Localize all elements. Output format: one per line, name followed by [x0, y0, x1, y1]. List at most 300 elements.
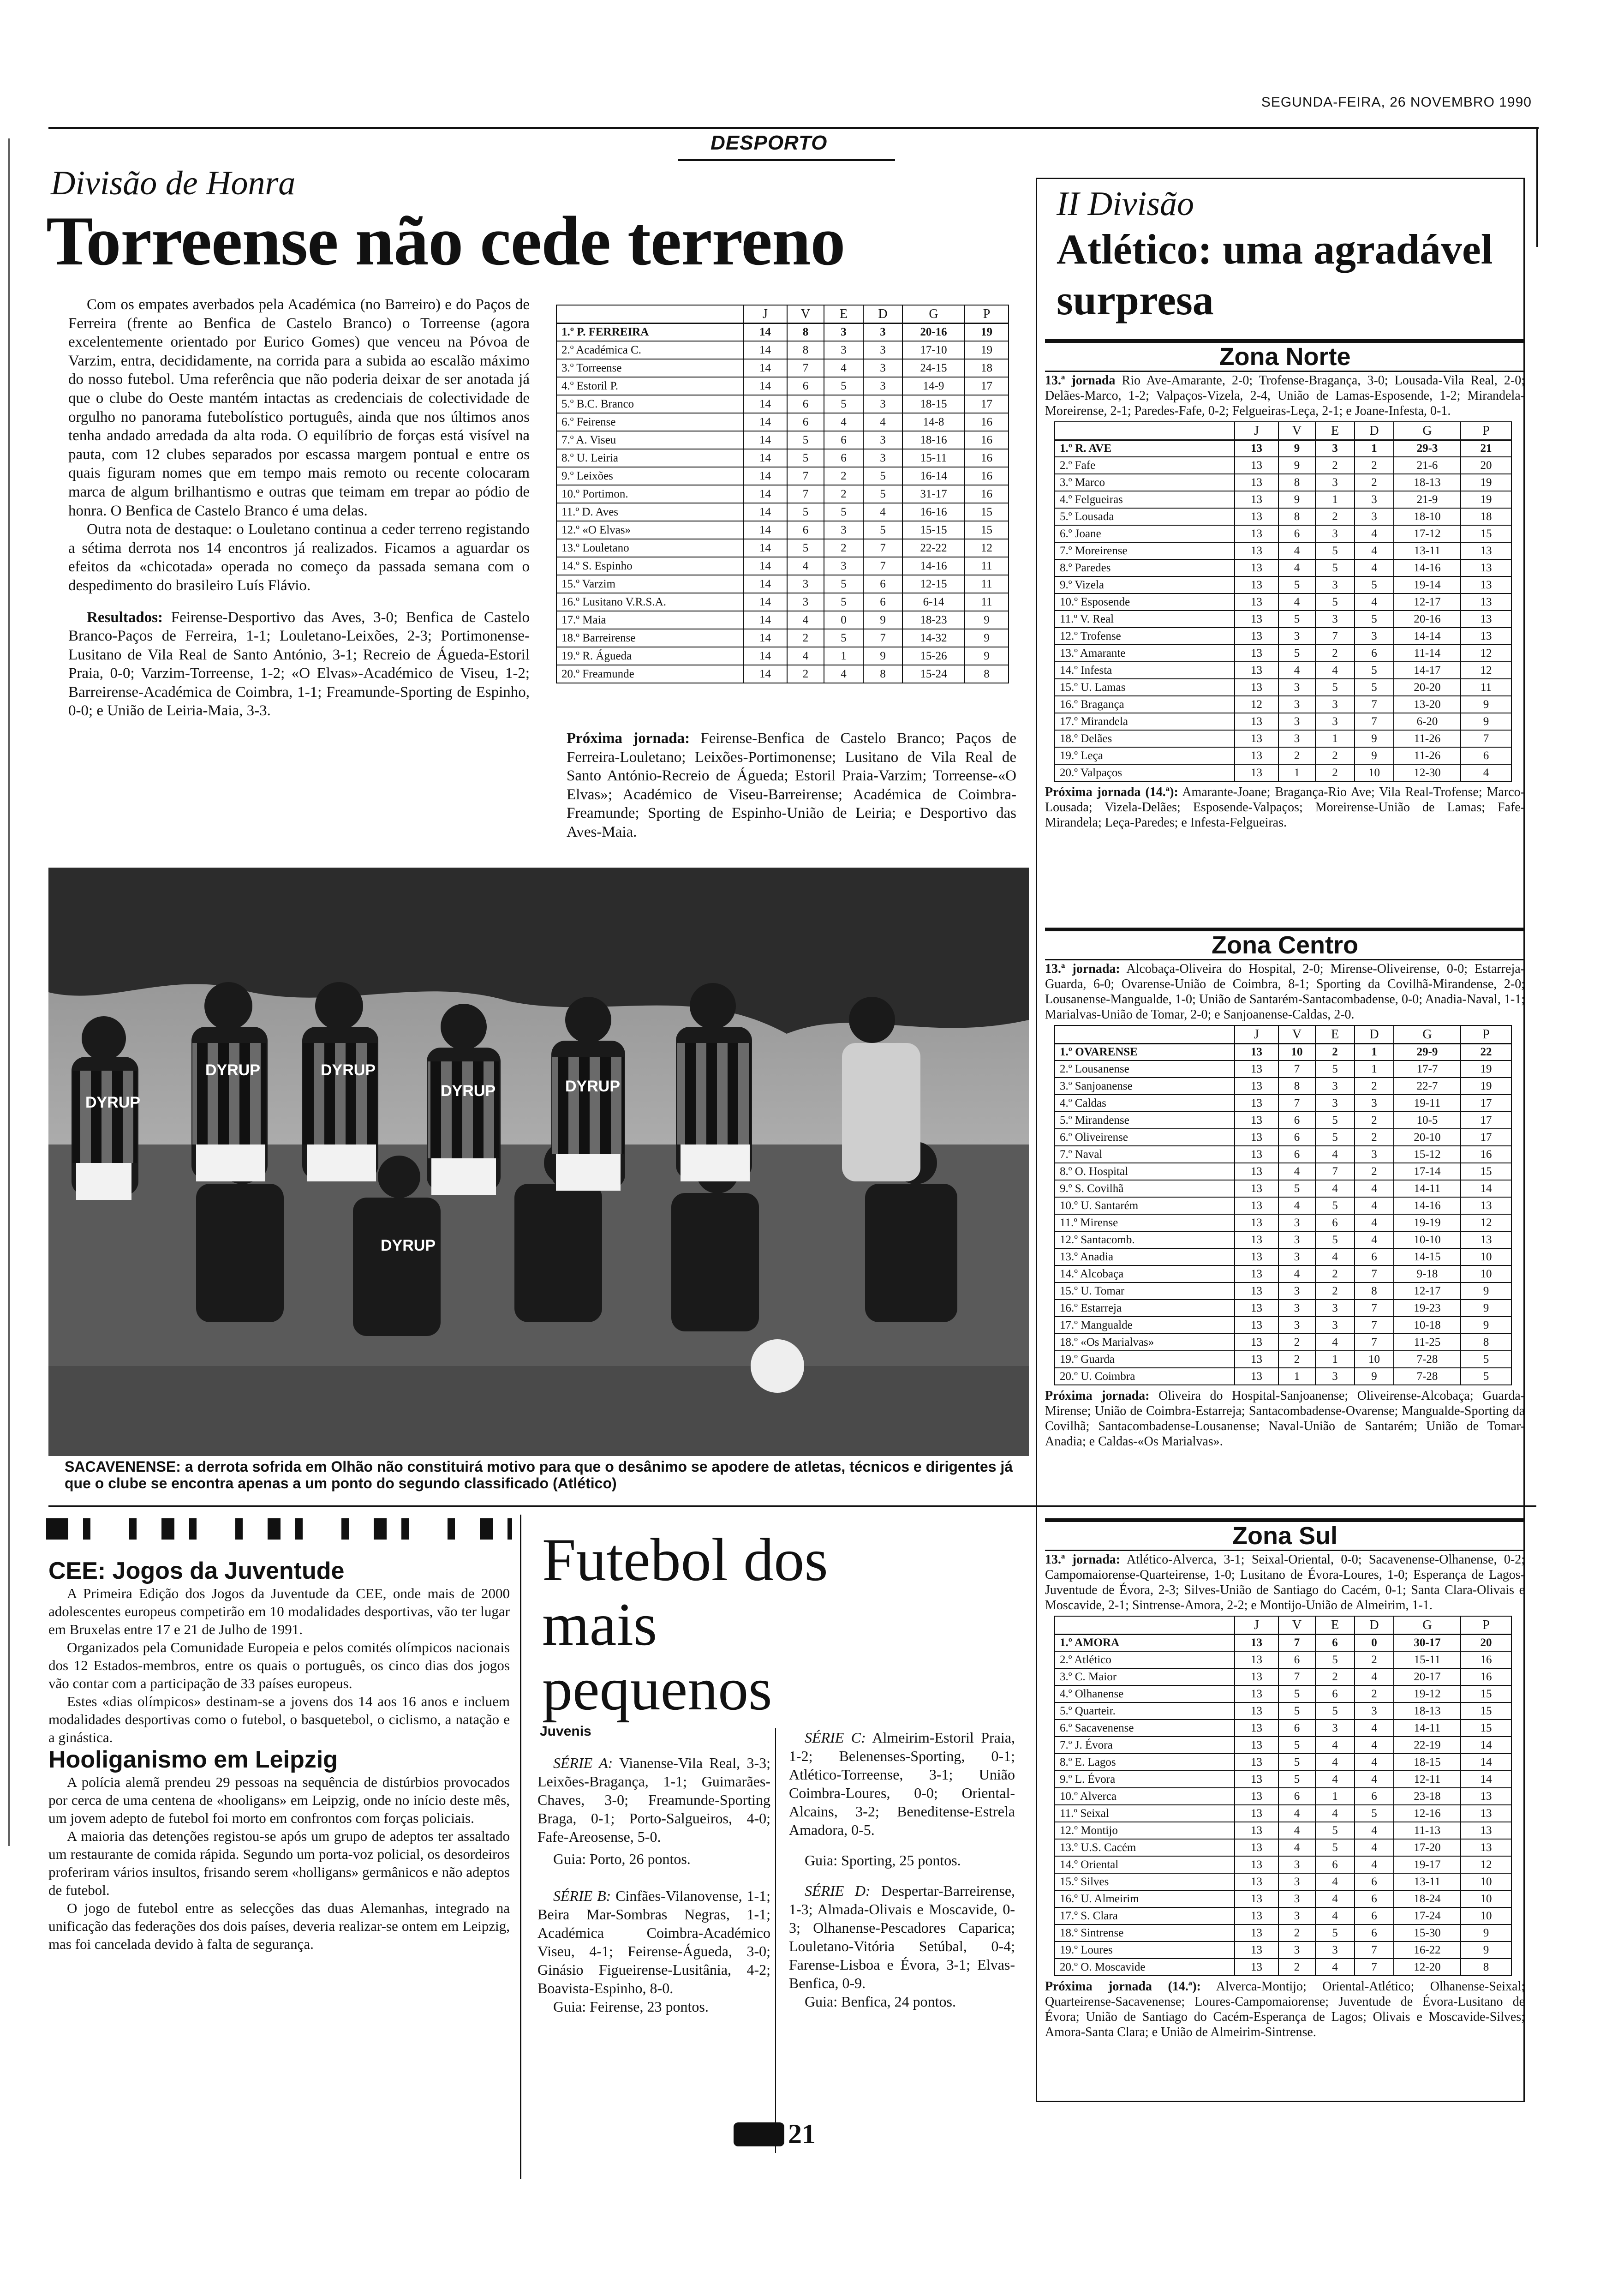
- stat-cell: 13: [1235, 1351, 1278, 1368]
- stat-cell: 13: [1235, 1839, 1278, 1856]
- stat-cell: 6: [1278, 1651, 1315, 1668]
- stat-cell: 7: [787, 359, 824, 377]
- team-cell: 5.º Mirandense: [1055, 1112, 1235, 1129]
- stat-cell: 14-16: [1394, 559, 1461, 576]
- stat-cell: 13: [1235, 1924, 1278, 1941]
- right-frame: [1536, 127, 1538, 247]
- table-row: [1055, 1334, 1511, 1351]
- table-header: [1055, 422, 1235, 440]
- table-row: [1055, 491, 1511, 508]
- stat-cell: 13: [1235, 1061, 1278, 1078]
- stat-cell: 5: [863, 485, 902, 503]
- stat-cell: 11: [965, 575, 1009, 593]
- stat-cell: 18: [965, 359, 1009, 377]
- stat-cell: 16-22: [1394, 1941, 1461, 1959]
- stat-cell: 4: [1355, 1856, 1394, 1873]
- table-row: [1055, 1180, 1511, 1197]
- stat-cell: 20-16: [902, 323, 965, 341]
- shirt-sponsor: DYRUP: [205, 1061, 261, 1079]
- stat-cell: 3: [824, 323, 863, 341]
- table-row: [1055, 1112, 1511, 1129]
- team-cell: 7.º A. Viseu: [556, 431, 743, 449]
- table-row: [1055, 1822, 1511, 1839]
- stat-cell: 6: [1355, 1907, 1394, 1924]
- zone-next-round: [1045, 785, 1525, 830]
- table-header: E: [1315, 1025, 1355, 1043]
- team-cell: 7.º J. Évora: [1055, 1737, 1235, 1754]
- team-cell: 17.º Mirandela: [1055, 713, 1235, 730]
- stat-cell: 11-13: [1394, 1822, 1461, 1839]
- stat-cell: 5: [824, 593, 863, 611]
- stat-cell: 4: [1278, 542, 1315, 559]
- stat-cell: 14: [1461, 1771, 1511, 1788]
- table-row: [1055, 628, 1511, 645]
- stat-cell: 3: [1278, 1231, 1315, 1248]
- stat-cell: 6-14: [902, 593, 965, 611]
- stat-cell: 6: [1278, 1129, 1315, 1146]
- stat-cell: 14: [743, 593, 787, 611]
- stat-cell: 6: [1278, 525, 1315, 542]
- table-header: V: [787, 305, 824, 323]
- zone-title: Zona Norte: [1045, 339, 1525, 371]
- team-cell: 3.º Torreense: [556, 359, 743, 377]
- stat-cell: 23-18: [1394, 1788, 1461, 1805]
- table-row: [1055, 1959, 1511, 1976]
- stat-cell: 14: [743, 377, 787, 395]
- stat-cell: 14: [743, 449, 787, 467]
- stat-cell: 31-17: [902, 485, 965, 503]
- stat-cell: 4: [1315, 1248, 1355, 1265]
- stat-cell: 13: [1235, 1163, 1278, 1180]
- table-header: G: [1394, 1025, 1461, 1043]
- team-cell: 1.º AMORA: [1055, 1634, 1235, 1651]
- stat-cell: 3: [1278, 1282, 1315, 1300]
- stat-cell: 3: [1315, 1317, 1355, 1334]
- stat-cell: 12: [1461, 662, 1511, 679]
- stat-cell: 18-10: [1394, 508, 1461, 525]
- left-margin-rule: [8, 138, 10, 1846]
- stat-cell: 4: [1355, 525, 1394, 542]
- stat-cell: 17-24: [1394, 1907, 1461, 1924]
- table-row: [556, 395, 1009, 413]
- team-cell: 1.º P. FERREIRA: [556, 323, 743, 341]
- team-cell: 13.º Louletano: [556, 539, 743, 557]
- stat-cell: 3: [1315, 1300, 1355, 1317]
- table-row: [1055, 1685, 1511, 1702]
- table-row: [1055, 1771, 1511, 1788]
- stat-cell: 14-16: [902, 557, 965, 575]
- stat-cell: 17: [1461, 1112, 1511, 1129]
- table-row: [1055, 1651, 1511, 1668]
- stat-cell: 7: [863, 629, 902, 647]
- stat-cell: 12: [965, 539, 1009, 557]
- stat-cell: 6: [1355, 1924, 1394, 1941]
- stat-cell: 13: [1235, 1078, 1278, 1095]
- stat-cell: 5: [1278, 645, 1315, 662]
- stat-cell: 7-28: [1394, 1351, 1461, 1368]
- stat-cell: 15: [1461, 1720, 1511, 1737]
- stat-cell: 11: [965, 557, 1009, 575]
- table-row: [556, 629, 1009, 647]
- table-header: [1055, 1616, 1235, 1634]
- team-cell: 18.º Delães: [1055, 730, 1235, 747]
- stat-cell: 3: [1278, 696, 1315, 713]
- stat-cell: 4: [1315, 662, 1355, 679]
- stat-cell: 2: [1315, 1668, 1355, 1685]
- stat-cell: 19: [1461, 1061, 1511, 1078]
- stat-cell: 22: [1461, 1043, 1511, 1061]
- stat-cell: 6: [1315, 1856, 1355, 1873]
- stat-cell: 15-12: [1394, 1146, 1461, 1163]
- stat-cell: 3: [1315, 1078, 1355, 1095]
- table-row: [1055, 1163, 1511, 1180]
- team-cell: 6.º Sacavenense: [1055, 1720, 1235, 1737]
- table-row: [556, 485, 1009, 503]
- stat-cell: 4: [787, 611, 824, 629]
- stat-cell: 7: [1278, 1634, 1315, 1651]
- table-row: [556, 503, 1009, 521]
- stat-cell: 16: [965, 485, 1009, 503]
- stat-cell: 3: [1278, 1317, 1315, 1334]
- stat-cell: 15: [1461, 525, 1511, 542]
- stat-cell: 1: [1315, 491, 1355, 508]
- stat-cell: 9: [1278, 491, 1315, 508]
- stat-cell: 4: [1315, 1754, 1355, 1771]
- stat-cell: 13: [1235, 593, 1278, 611]
- stat-cell: 10: [1355, 764, 1394, 781]
- stat-cell: 8: [1461, 1334, 1511, 1351]
- right-headline: Atlético: uma agradável surpresa: [1057, 226, 1493, 324]
- stat-cell: 4: [863, 503, 902, 521]
- stat-cell: 3: [1278, 1300, 1315, 1317]
- stat-cell: 3: [1278, 679, 1315, 696]
- stat-cell: 8: [1278, 474, 1315, 491]
- main-paragraph: Com os empates averbados pela Académica (no Barreiro) e do Paços de Ferreira (frente ao Benfica de Castelo Branco) o Torreense (agora excelentemente orientado por Eurico Gomes) que venceu na Póvoa de Varzim, entra, decididamente, na corrida para a subida ao escalão máximo do nosso futebol. Uma referência que não poderia deixar de ser anotada já que o clube do Oeste mantém intactas as credenciais de colectividade de orgulho no panorama futebolístico português, ainda que nos últimos anos tenha andado arredada da alta roda. O equilíbrio de forças está visível na pauta, com 12 clubes separados por escassa margem pontual e entre os quais figuram nomes que em tempo mais remoto ou recente colocaram marca de algum brilhantismo e outras que teimam em trepar ao pódio de honra. O Benfica de Castelo Branco é uma delas.: [68, 296, 530, 519]
- stat-cell: 8: [965, 665, 1009, 683]
- stat-cell: 19-23: [1394, 1300, 1461, 1317]
- table-row: [1055, 1129, 1511, 1146]
- table-row: [556, 647, 1009, 665]
- stat-cell: 3: [1315, 611, 1355, 628]
- stat-cell: 3: [824, 341, 863, 359]
- stat-cell: 7: [787, 467, 824, 485]
- stat-cell: 1: [1278, 1368, 1315, 1385]
- stat-cell: 3: [1315, 696, 1355, 713]
- stat-cell: 11-25: [1394, 1334, 1461, 1351]
- stat-cell: 14: [743, 539, 787, 557]
- stat-cell: 13: [1235, 1368, 1278, 1385]
- stat-cell: 10-10: [1394, 1231, 1461, 1248]
- stat-cell: 12: [1461, 645, 1511, 662]
- team-cell: 11.º Mirense: [1055, 1214, 1235, 1231]
- stat-cell: 5: [787, 431, 824, 449]
- stat-cell: 13: [1235, 1112, 1278, 1129]
- table-header: J: [743, 305, 787, 323]
- stat-cell: 3: [787, 593, 824, 611]
- stat-cell: 9: [1461, 696, 1511, 713]
- team-cell: 2.º Académica C.: [556, 341, 743, 359]
- stat-cell: 17-7: [1394, 1061, 1461, 1078]
- stat-cell: 9: [1461, 1941, 1511, 1959]
- stat-cell: 5: [1315, 1061, 1355, 1078]
- stat-cell: 13: [1235, 1941, 1278, 1959]
- stat-cell: 5: [1315, 1129, 1355, 1146]
- stat-cell: 4: [824, 359, 863, 377]
- table-header: V: [1278, 1025, 1315, 1043]
- stat-cell: 2: [824, 467, 863, 485]
- stat-cell: 9: [1461, 1300, 1511, 1317]
- stat-cell: 3: [1315, 1720, 1355, 1737]
- stat-cell: 17: [965, 395, 1009, 413]
- stat-cell: 13: [1235, 491, 1278, 508]
- stat-cell: 12: [1235, 696, 1278, 713]
- stat-cell: 13: [1235, 1822, 1278, 1839]
- stat-cell: 13: [1461, 1839, 1511, 1856]
- zone-next-round: [1045, 1979, 1525, 2040]
- stat-cell: 9: [1355, 747, 1394, 764]
- stat-cell: 19: [1461, 491, 1511, 508]
- stat-cell: 9-18: [1394, 1265, 1461, 1282]
- stat-cell: 2: [1355, 1078, 1394, 1095]
- stat-cell: 5: [1278, 1737, 1315, 1754]
- stat-cell: 6: [787, 413, 824, 431]
- team-cell: 12.º Trofense: [1055, 628, 1235, 645]
- stat-cell: 13: [1235, 1300, 1278, 1317]
- stat-cell: 10-18: [1394, 1317, 1461, 1334]
- stat-cell: 3: [1278, 1873, 1315, 1890]
- stat-cell: 2: [1355, 1129, 1394, 1146]
- stat-cell: 14-17: [1394, 662, 1461, 679]
- stat-cell: 3: [1315, 713, 1355, 730]
- stat-cell: 2: [1315, 747, 1355, 764]
- table-row: [1055, 1095, 1511, 1112]
- table-row: [1055, 457, 1511, 474]
- team-cell: 14.º S. Espinho: [556, 557, 743, 575]
- brief-paragraph: A polícia alemã prendeu 29 pessoas na sequência de distúrbios provocados por cerca de uma centena de «hooligans» em Leipzig, onde no início deste mês, um jovem adepto de futebol foi morto em confrontos com forças policiais.: [48, 1774, 510, 1826]
- team-cell: 4.º Caldas: [1055, 1095, 1235, 1112]
- stat-cell: 1: [1315, 1351, 1355, 1368]
- stat-cell: 7: [1461, 730, 1511, 747]
- stat-cell: 19-11: [1394, 1095, 1461, 1112]
- stat-cell: 15-26: [902, 647, 965, 665]
- zone-round-text: Alcobaça-Oliveira do Hospital, 2-0; Mirense-Oliveirense, 0-0; Estarreja-Guarda, 6-0; Ovarense-União de Coimbra, 8-1; Sporting da Covilhã-Mirandense, 2-0; Lousanense-Mangualde, 1-0; União de Santarém-Santacombadense, 0-0; Anadia-Naval, 1-1; Marialvas-União de Tomar, 2-0; e Sanjoanense-Caldas, 2-0.: [1045, 962, 1525, 1022]
- stat-cell: 13: [1235, 679, 1278, 696]
- stat-cell: 14: [743, 647, 787, 665]
- page-number: 21: [788, 2119, 816, 2149]
- stat-cell: 5: [1278, 576, 1315, 593]
- stat-cell: 13: [1235, 1043, 1278, 1061]
- table-row: [1055, 696, 1511, 713]
- stat-cell: 16-16: [902, 503, 965, 521]
- stat-cell: 3: [1278, 713, 1315, 730]
- stat-cell: 1: [824, 647, 863, 665]
- page-footer: [734, 2118, 816, 2150]
- stat-cell: 13: [1235, 1805, 1278, 1822]
- team-cell: 11.º D. Aves: [556, 503, 743, 521]
- team-cell: 7.º Naval: [1055, 1146, 1235, 1163]
- stat-cell: 3: [824, 521, 863, 539]
- stat-cell: 1: [1315, 730, 1355, 747]
- serie-d-label: SÉRIE D:: [805, 1882, 871, 1899]
- brief-paragraph: A Primeira Edição dos Jogos da Juventude da CEE, onde mais de 2000 adolescentes europeus competirão em 10 modalidades desportivas, vão ter lugar em Bruxelas entre 17 e 21 de Julho de 1991.: [48, 1585, 510, 1637]
- brief-content: [48, 1558, 510, 1953]
- stat-cell: 5: [1315, 1839, 1355, 1856]
- stat-cell: 13: [1235, 1702, 1278, 1720]
- stat-cell: 13: [1235, 542, 1278, 559]
- date-line: SEGUNDA-FEIRA, 26 NOVEMBRO 1990: [1261, 95, 1532, 110]
- shirt-sponsor: DYRUP: [321, 1061, 376, 1079]
- stat-cell: 13: [1235, 1907, 1278, 1924]
- table-row: [556, 557, 1009, 575]
- juvenis-col-2: [789, 1728, 1015, 2011]
- table-row: [556, 413, 1009, 431]
- stat-cell: 17-10: [902, 341, 965, 359]
- team-cell: 10.º Esposende: [1055, 593, 1235, 611]
- table-row: [1055, 508, 1511, 525]
- stat-cell: 14: [743, 467, 787, 485]
- stat-cell: 5: [824, 503, 863, 521]
- zone-next-round: [1045, 1388, 1525, 1449]
- serie-a-guide: Guia: Porto, 26 pontos.: [553, 1851, 691, 1867]
- stat-cell: 22-19: [1394, 1737, 1461, 1754]
- stat-cell: 12: [1461, 1214, 1511, 1231]
- stat-cell: 19: [1461, 474, 1511, 491]
- stat-cell: 2: [1355, 1685, 1394, 1702]
- stat-cell: 2: [787, 629, 824, 647]
- stat-cell: 13: [1235, 576, 1278, 593]
- stat-cell: 4: [1315, 1334, 1355, 1351]
- stat-cell: 15: [1461, 1702, 1511, 1720]
- stat-cell: 3: [1315, 474, 1355, 491]
- results-text: Feirense-Desportivo das Aves, 3-0; Benfica de Castelo Branco-Paços de Ferreira, 1-1; Louletano-Leixões, 2-3; Portimonense-Lusitano de Vila Real de Santo António, 3-1; Recreio de Águeda-Estoril Praia, 0-0; Varzim-Torreense, 1-2; «O Elvas»-Académico de Viseu, 1-2; Barreirense-Académica de Coimbra, 1-1; Freamunde-Sporting de Espinho, 0-0; e União de Leiria-Maia, 3-3.: [68, 609, 530, 719]
- stat-cell: 5: [787, 503, 824, 521]
- team-cell: 19.º R. Águeda: [556, 647, 743, 665]
- serie-a-label: SÉRIE A:: [553, 1755, 613, 1771]
- stat-cell: 9: [863, 647, 902, 665]
- team-cell: 4.º Estoril P.: [556, 377, 743, 395]
- stat-cell: 2: [1355, 1651, 1394, 1668]
- serie-a-results: Vianense-Vila Real, 3-3; Leixões-Bragança, 1-1; Guimarães-Chaves, 3-0; Freamunde-Sporting Braga, 0-1; Porto-Salgueiros, 4-0; Fafe-Areosense, 5-0.: [537, 1755, 770, 1845]
- table-row: [1055, 1078, 1511, 1095]
- zone-zona-sul: [1045, 1518, 1525, 2040]
- stat-cell: 17: [1461, 1095, 1511, 1112]
- stat-cell: 12-11: [1394, 1771, 1461, 1788]
- stat-cell: 7-28: [1394, 1368, 1461, 1385]
- stat-cell: 20: [1461, 1634, 1511, 1651]
- stat-cell: 14-11: [1394, 1180, 1461, 1197]
- stat-cell: 8: [1461, 1959, 1511, 1976]
- stat-cell: 13: [1235, 1317, 1278, 1334]
- stat-cell: 13: [1235, 1651, 1278, 1668]
- stat-cell: 4: [787, 557, 824, 575]
- table-header: E: [1315, 1616, 1355, 1634]
- stat-cell: 30-17: [1394, 1634, 1461, 1651]
- stat-cell: 5: [1278, 611, 1315, 628]
- stat-cell: 14: [743, 629, 787, 647]
- serie-c-guide: Guia: Sporting, 25 pontos.: [805, 1852, 961, 1869]
- team-cell: 20.º U. Coimbra: [1055, 1368, 1235, 1385]
- stat-cell: 3: [863, 323, 902, 341]
- stat-cell: 14: [743, 575, 787, 593]
- stat-cell: 4: [1278, 1839, 1315, 1856]
- stat-cell: 9: [965, 629, 1009, 647]
- stat-cell: 14: [743, 359, 787, 377]
- stat-cell: 4: [1315, 1146, 1355, 1163]
- team-cell: 12.º «O Elvas»: [556, 521, 743, 539]
- team-cell: 10.º U. Santarém: [1055, 1197, 1235, 1214]
- stat-cell: 4: [1355, 1668, 1394, 1685]
- stat-cell: 16: [965, 431, 1009, 449]
- stat-cell: 3: [1355, 508, 1394, 525]
- stat-cell: 13: [1235, 1873, 1278, 1890]
- stat-cell: 8: [787, 323, 824, 341]
- stat-cell: 19-14: [1394, 576, 1461, 593]
- team-cell: 13.º Amarante: [1055, 645, 1235, 662]
- stat-cell: 14-15: [1394, 1248, 1461, 1265]
- stat-cell: 7: [1355, 1959, 1394, 1976]
- team-cell: 20.º O. Moscavide: [1055, 1959, 1235, 1976]
- stat-cell: 13: [1235, 1334, 1278, 1351]
- table-row: [556, 341, 1009, 359]
- stat-cell: 3: [824, 557, 863, 575]
- team-cell: 3.º C. Maior: [1055, 1668, 1235, 1685]
- next-round: [567, 729, 1016, 842]
- stat-cell: 4: [1355, 1720, 1394, 1737]
- table-header: G: [902, 305, 965, 323]
- stat-cell: 7: [1278, 1061, 1315, 1078]
- stat-cell: 14: [743, 521, 787, 539]
- stat-cell: 13: [1235, 1231, 1278, 1248]
- stat-cell: 2: [1355, 457, 1394, 474]
- stat-cell: 5: [1315, 1924, 1355, 1941]
- serie-c-label: SÉRIE C:: [805, 1729, 866, 1746]
- stat-cell: 4: [1278, 593, 1315, 611]
- stat-cell: 2: [824, 485, 863, 503]
- stat-cell: 3: [1315, 440, 1355, 457]
- stat-cell: 5: [1315, 1822, 1355, 1839]
- stat-cell: 2: [1278, 1924, 1315, 1941]
- stat-cell: 14: [743, 413, 787, 431]
- team-cell: 9.º L. Évora: [1055, 1771, 1235, 1788]
- zone-zona-centro: [1045, 928, 1525, 1449]
- stat-cell: 6: [1355, 1248, 1394, 1265]
- stat-cell: 4: [824, 665, 863, 683]
- stat-cell: 11: [965, 593, 1009, 611]
- main-body: [68, 295, 530, 720]
- team-cell: 15.º U. Tomar: [1055, 1282, 1235, 1300]
- stat-cell: 10: [1461, 1873, 1511, 1890]
- table-header: D: [863, 305, 902, 323]
- stat-cell: 14: [743, 557, 787, 575]
- stat-cell: 4: [1315, 1959, 1355, 1976]
- stat-cell: 13: [1235, 662, 1278, 679]
- stat-cell: 13: [1235, 1146, 1278, 1163]
- stat-cell: 13: [1235, 559, 1278, 576]
- team-cell: 7.º Moreirense: [1055, 542, 1235, 559]
- table-header: V: [1278, 1616, 1315, 1634]
- stat-cell: 24-15: [902, 359, 965, 377]
- stat-cell: 9: [1461, 1924, 1511, 1941]
- stat-cell: 15: [1461, 1163, 1511, 1180]
- stat-cell: 18-13: [1394, 1702, 1461, 1720]
- zone-title: Zona Sul: [1045, 1518, 1525, 1550]
- stat-cell: 3: [1278, 1941, 1315, 1959]
- stat-cell: 20-16: [1394, 611, 1461, 628]
- table-row: [1055, 559, 1511, 576]
- stat-cell: 14: [1461, 1754, 1511, 1771]
- stat-cell: 4: [1355, 1754, 1394, 1771]
- table-row: [1055, 542, 1511, 559]
